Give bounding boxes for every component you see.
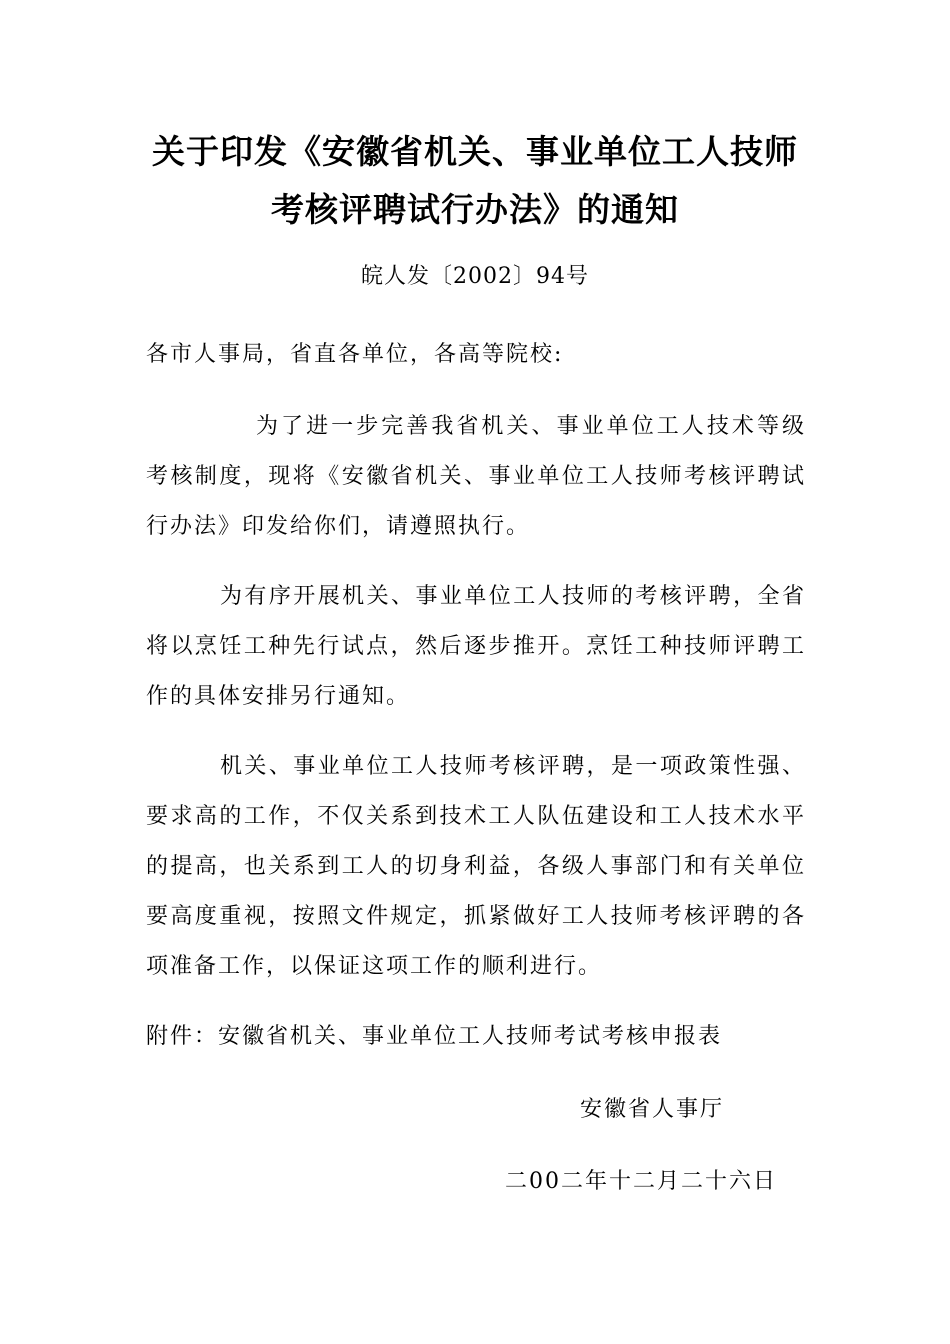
body-paragraph-2: 为有序开展机关、事业单位工人技师的考核评聘，全省将以烹饪工种先行试点，然后逐步推开。烹饪工种技师评聘工作的具体安排另行通知。 bbox=[146, 584, 806, 709]
document-title-line-1: 关于印发《安徽省机关、事业单位工人技师 bbox=[152, 132, 798, 171]
document-title-line-2: 考核评聘试行办法》的通知 bbox=[271, 190, 679, 229]
body-paragraph-1: 为了进一步完善我省机关、事业单位工人技术等级考核制度，现将《安徽省机关、事业单位工人技师考核评聘试行办法》印发给你们，请遵照执行。 bbox=[146, 414, 806, 539]
addressee: 各市人事局，省直各单位，各高等院校: bbox=[146, 342, 564, 367]
attachment-line: 附件：安徽省机关、事业单位工人技师考试考核申报表 bbox=[146, 1024, 723, 1049]
document-number: 皖人发〔2002〕94号 bbox=[361, 264, 589, 289]
issue-date: 二00二年十二月二十六日 bbox=[505, 1169, 777, 1194]
issuer-signature: 安徽省人事厅 bbox=[580, 1097, 725, 1122]
body-paragraph-3: 机关、事业单位工人技师考核评聘，是一项政策性强、要求高的工作，不仅关系到技术工人队伍建设和工人技术水平的提高，也关系到工人的切身利益，各级人事部门和有关单位要高度重视，按照文件规定，抓紧做好工人技师考核评聘的各项准备工作，以保证这项工作的顺利进行。 bbox=[146, 754, 806, 979]
